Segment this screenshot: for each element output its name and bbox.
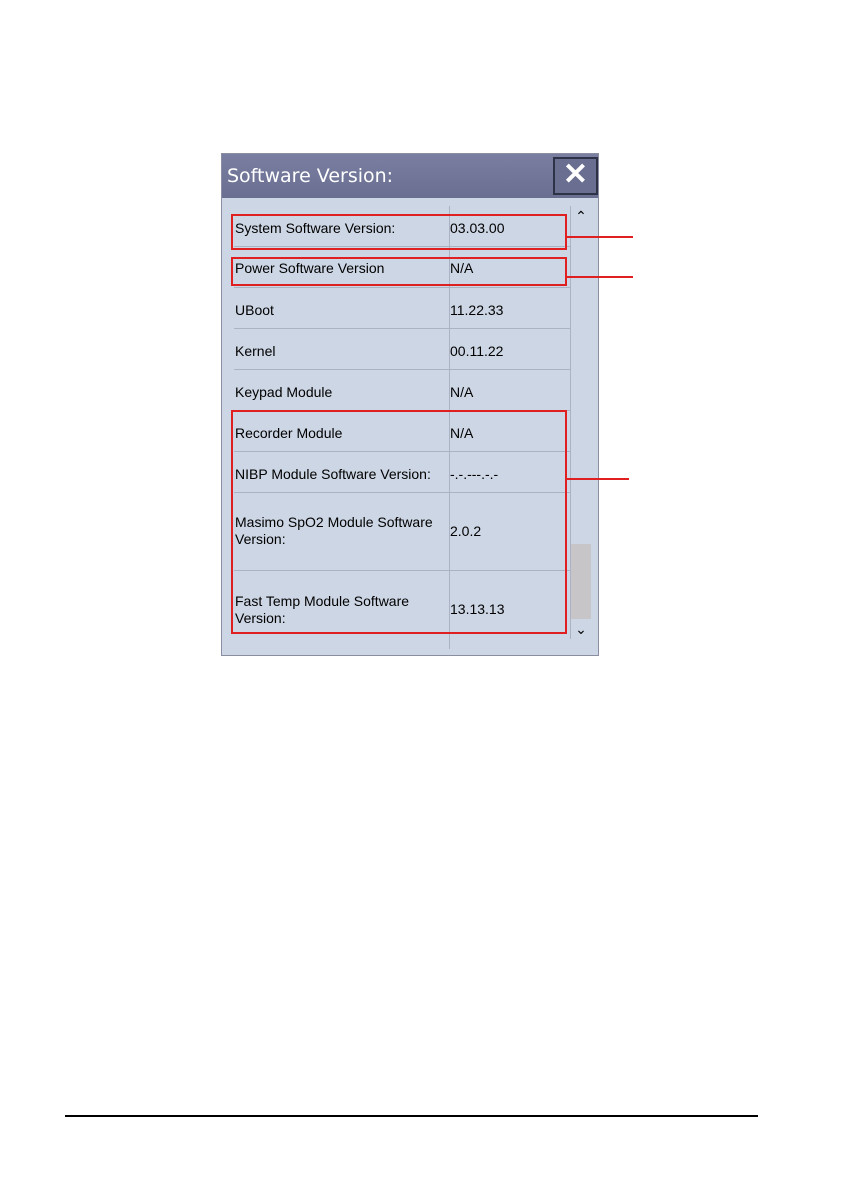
row-value: N/A xyxy=(450,260,474,276)
chevron-up-icon: ⌃ xyxy=(575,208,587,224)
scroll-up-button[interactable] xyxy=(571,206,591,226)
row-label: Fast Temp Module Software Version: xyxy=(235,593,410,626)
row-label: Masimo SpO2 Module Software Version: xyxy=(235,514,433,547)
chevron-down-icon: ⌄ xyxy=(575,621,587,637)
row-value: 2.0.2 xyxy=(450,523,482,539)
highlight-power-software xyxy=(231,257,567,286)
row-label: Keypad Module xyxy=(235,384,333,400)
highlight-system-software xyxy=(231,214,567,250)
row-label: Recorder Module xyxy=(235,425,343,441)
table-row xyxy=(234,329,570,370)
callout-line-3 xyxy=(567,478,629,480)
scrollbar[interactable] xyxy=(570,206,591,639)
page-footer-rule xyxy=(65,1115,758,1117)
row-value: 03.03.00 xyxy=(450,220,505,236)
row-value: 00.11.22 xyxy=(450,343,504,359)
row-label: Kernel xyxy=(235,343,276,359)
table-row xyxy=(234,370,570,411)
dialog-titlebar xyxy=(222,154,598,198)
row-value: 13.13.13 xyxy=(450,601,505,617)
callout-line-1 xyxy=(567,236,633,238)
table-row xyxy=(234,288,570,329)
row-value: N/A xyxy=(450,425,474,441)
row-value: -.-.---.-.- xyxy=(450,466,499,482)
scroll-thumb[interactable] xyxy=(571,544,591,619)
close-icon: ✕ xyxy=(562,158,589,191)
row-label: Power Software Version xyxy=(235,260,385,276)
callout-line-2 xyxy=(567,276,633,278)
row-value: N/A xyxy=(450,384,474,400)
highlight-modules xyxy=(231,410,567,634)
scroll-down-button[interactable] xyxy=(571,619,591,639)
row-value: 11.22.33 xyxy=(450,302,504,318)
row-label: UBoot xyxy=(235,302,274,318)
close-button[interactable] xyxy=(553,157,598,195)
dialog-title: Software Version: xyxy=(227,165,394,187)
row-label: System Software Version: xyxy=(235,220,396,236)
row-label: NIBP Module Software Version: xyxy=(235,466,431,482)
